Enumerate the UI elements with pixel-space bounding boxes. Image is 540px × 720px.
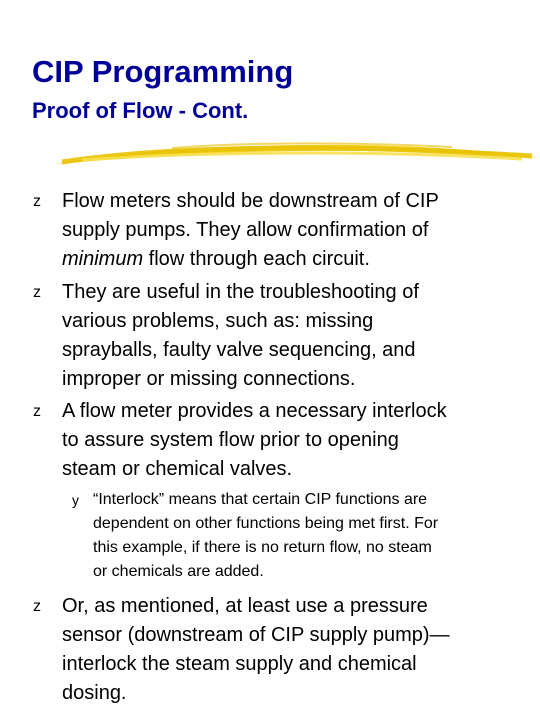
bullet-line: They are useful in the troubleshooting of — [62, 281, 419, 303]
bullet-marker: z — [33, 403, 41, 420]
bullet-text — [62, 592, 532, 708]
bullet-line: Flow meters should be downstream of CIP — [62, 190, 439, 212]
bullet-line: sensor (downstream of CIP supply pump)— — [62, 624, 450, 646]
bullet-line: Or, as mentioned, at least use a pressure — [62, 595, 428, 617]
bullet-line: to assure system flow prior to opening — [62, 429, 399, 451]
bullet-line: sprayballs, faulty valve sequencing, and — [62, 339, 416, 361]
sub-bullet-line: or chemicals are added. — [93, 563, 264, 580]
sub-bullet-line: this example, if there is no return flow, no steam — [93, 539, 432, 556]
highlighter-underline — [52, 136, 540, 176]
bullet-line-rest: flow through each circuit. — [143, 248, 370, 270]
sub-bullet-line: dependent on other functions being met first. For — [93, 515, 439, 532]
bullet-line: steam or chemical valves. — [62, 458, 293, 480]
bullet-marker: z — [33, 193, 41, 210]
bullet-line — [62, 245, 532, 274]
bullet-line: various problems, such as: missing — [62, 310, 374, 332]
bullet-marker: z — [33, 598, 41, 615]
bullet-marker: z — [33, 284, 41, 301]
slide-title: CIP Programming — [32, 54, 294, 89]
slide-subtitle: Proof of Flow - Cont. — [32, 98, 249, 123]
sub-bullet-marker: y — [72, 492, 79, 508]
bullet-text — [62, 278, 532, 394]
bullet-line: dosing. — [62, 682, 127, 704]
bullet-line: supply pumps. They allow confirmation of — [62, 219, 429, 241]
sub-bullet-text — [93, 488, 533, 584]
bullet-line: improper or missing connections. — [62, 368, 356, 390]
bullet-line: interlock the steam supply and chemical — [62, 653, 417, 675]
bullet-text — [62, 187, 532, 274]
bullet-text — [62, 397, 532, 484]
sub-bullet-line: “Interlock” means that certain CIP functions are — [93, 491, 428, 508]
bullet-line: A flow meter provides a necessary interlock — [62, 400, 447, 422]
italic-word: minimum — [62, 248, 144, 270]
